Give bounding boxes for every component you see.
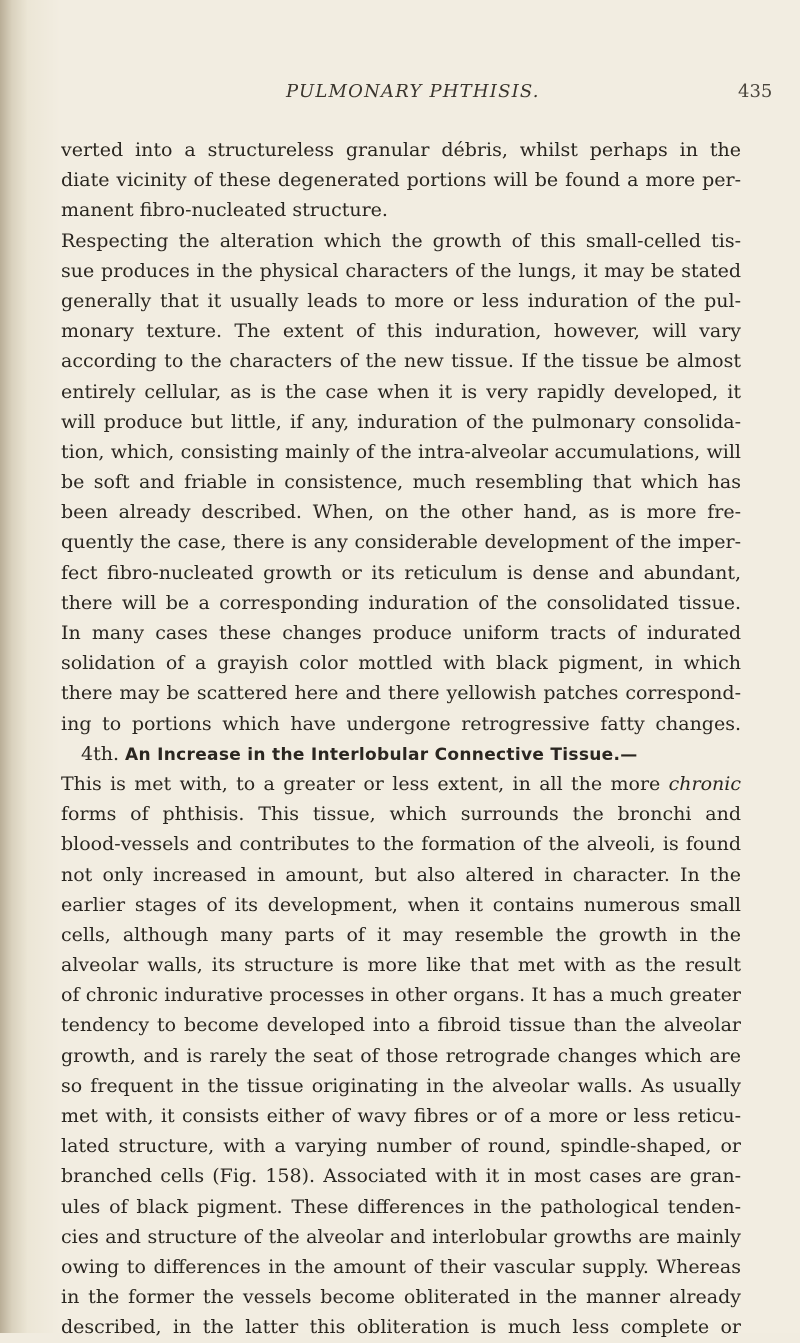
text-line: so frequent in the tissue originating in the alveolar walls. As usually (61, 1074, 741, 1097)
text-line: branched cells (Fig. 158). Associated with it in most cases are gran- (61, 1165, 741, 1188)
text-line: growth, and is rarely the seat of those retrograde changes which are (61, 1044, 741, 1067)
text-span: This is met with, to a greater or less extent, in all the more (61, 772, 669, 795)
text-line: monary texture. The extent of this induration, however, will vary (61, 320, 741, 343)
text-line: In many cases these changes produce uniform tracts of indurated (61, 622, 741, 644)
page-number: 435 (738, 81, 773, 102)
text-line: be soft and friable in consistence, much resembling that which has (61, 471, 741, 494)
text-line: ing to portions which have undergone retrogressive fatty changes. (61, 712, 741, 735)
text-line: been already described. When, on the other hand, as is more fre- (61, 501, 741, 524)
text-line: alveolar walls, its structure is more like that met with as the result (61, 954, 741, 977)
section-heading: An Increase in the Interlobular Connective Tissue.— (125, 744, 638, 765)
text-line: in the former the vessels become obliterated in the manner already (61, 1286, 741, 1309)
text-line: manent fibro-nucleated structure. (61, 199, 388, 222)
text-line: met with, it consists either of wavy fibres or of a more or less reticu- (61, 1105, 741, 1127)
text-line: of chronic indurative processes in other organs. It has a much greater (61, 984, 741, 1007)
text-line: blood-vessels and contributes to the formation of the alveoli, is found (61, 833, 741, 856)
section-number: 4th. (81, 742, 119, 765)
text-line: lated structure, with a varying number of round, spindle-shaped, or (61, 1135, 741, 1158)
text-line: tion, which, consisting mainly of the intra-alveolar accumulations, will (61, 440, 741, 463)
text-line: entirely cellular, as is the case when it is very rapidly developed, it (61, 380, 741, 403)
text-line: fect fibro-nucleated growth or its reticulum is dense and abundant, (61, 561, 741, 584)
text-line: according to the characters of the new tissue. If the tissue be almost (61, 350, 741, 373)
text-line: solidation of a grayish color mottled with black pigment, in which (61, 652, 741, 675)
section-heading-line (61, 739, 741, 769)
text-line: owing to differences in the amount of their vascular supply. Whereas (61, 1255, 741, 1278)
text-line (61, 769, 741, 799)
text-line: earlier stages of its development, when it contains numerous small (61, 893, 741, 916)
text-line: cies and structure of the alveolar and interlobular growths are mainly (61, 1225, 741, 1248)
text-line: tendency to become developed into a fibroid tissue than the alveolar (61, 1014, 741, 1037)
text-line: verted into a structureless granular débris, whilst perhaps in the (61, 139, 741, 161)
text-line: generally that it usually leads to more or less induration of the pul- (61, 289, 741, 312)
text-line: ules of black pigment. These differences in the pathological tenden- (61, 1195, 741, 1218)
text-line: sue produces in the physical characters of the lungs, it may be stated (61, 259, 741, 282)
body-text (61, 135, 741, 1343)
text-line: there will be a corresponding induration of the consolidated tissue. (61, 591, 741, 614)
text-line: Respecting the alteration which the growth of this small-celled tis- (61, 229, 741, 252)
text-line: will produce but little, if any, induration of the pulmonary consolida- (61, 410, 741, 433)
running-title: PULMONARY PHTHISIS. (286, 81, 540, 102)
text-line: not only increased in amount, but also altered in character. In the (61, 863, 741, 886)
running-head (0, 81, 800, 111)
italic-word: chronic (668, 772, 741, 795)
text-line: described, in the latter this obliteration is much less complete or (61, 1316, 741, 1339)
text-line: quently the case, there is any considerable development of the imper- (61, 531, 741, 554)
text-line: diate vicinity of these degenerated portions will be found a more per- (61, 169, 741, 192)
text-line: forms of phthisis. This tissue, which surrounds the bronchi and (61, 803, 741, 826)
text-line: there may be scattered here and there yellowish patches correspond- (61, 682, 741, 705)
text-line: cells, although many parts of it may resemble the growth in the (61, 923, 741, 946)
